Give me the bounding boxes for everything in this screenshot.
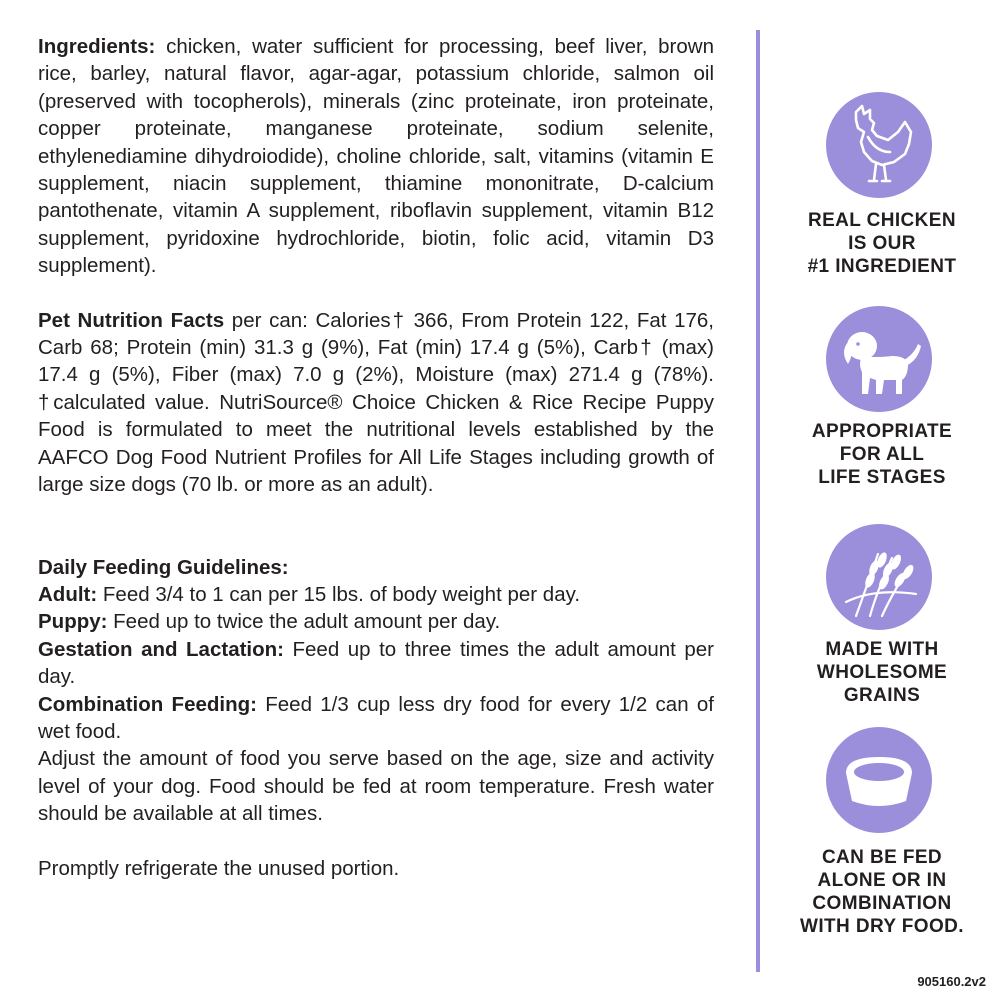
caption-line: IS OUR: [848, 233, 916, 254]
ingredients-text: chicken, water sufficient for processing, beef liver, brown rice, barley, natural flavor, agar-agar, potassium chloride, salmon oil (preserved with tocopherols), minerals (zinc proteinate, iron proteinate, copper proteinate, manganese proteinate, sodium selenite, ethylenediamine dihydroiodide), choline chloride, salt, vitamins (vitamin E supplement, niacin supplement, thiamine mononitrate, D-calcium pantothenate, vitamin A supplement, riboflavin supplement, vitamin B12 supplement, pyridoxine hydrochloride, biotin, folic acid, vitamin D3 supplement).: [38, 35, 714, 278]
nutrition-text: per can: Calories† 366, From Protein 122, Fat 176, Carb 68; Protein (min) 31.3 g (9%), Fat (min) 17.4 g (5%), Carb† (max) 17.4 g (5%), Fiber (max) 7.0 g (2%), Moisture (max) 271.4 g (78%). †calculated value. NutriSource® Choice Chicken & Rice Recipe Puppy Food is formulated to meet the nutritional levels established by the AAFCO Dog Food Nutrient Profiles for All Life Stages including growth of large size dogs (70 lb. or more as an adult).: [38, 308, 714, 497]
caption-line: #1 INGREDIENT: [807, 256, 957, 277]
nutrition-label: Pet Nutrition Facts: [38, 308, 225, 332]
puppy-badge: [826, 306, 932, 412]
column-divider: [756, 30, 760, 972]
caption-line: FOR ALL: [839, 444, 925, 465]
wheat-badge: [826, 524, 932, 630]
wheat-icon: [826, 524, 932, 630]
gestation-text: Feed up to three times the adult amount per day.: [38, 637, 714, 689]
puppy-text: Feed up to twice the adult amount per day.: [107, 610, 501, 634]
puppy-label: Puppy:: [38, 610, 108, 634]
feeding-gestation: [38, 636, 714, 691]
chicken-badge: [826, 92, 932, 198]
combination-label: Combination Feeding:: [38, 692, 257, 716]
caption-line: MADE WITH: [825, 639, 939, 660]
puppy-icon: [826, 306, 932, 412]
bowl-icon: [826, 727, 932, 833]
caption-line: ALONE OR IN: [817, 870, 947, 891]
refrigerate-note: Promptly refrigerate the unused portion.: [38, 856, 400, 880]
caption-line: COMBINATION: [812, 893, 952, 914]
caption-line: REAL CHICKEN: [807, 210, 956, 231]
combination-caption: [776, 846, 988, 938]
caption-line: WHOLESOME: [816, 662, 948, 683]
adult-text: Feed 3/4 to 1 can per 15 lbs. of body weight per day.: [97, 582, 581, 606]
caption-line: WITH DRY FOOD.: [800, 916, 964, 937]
combination-text: Feed 1/3 cup less dry food for every 1/2 can of wet food.: [38, 692, 714, 743]
chicken-caption: [776, 209, 988, 278]
feeding-combination: [38, 691, 714, 746]
feeding-puppy: [38, 608, 714, 635]
label-text-column: [38, 33, 714, 882]
nutrition-paragraph: [38, 307, 714, 499]
feeding-adjust: Adjust the amount of food you serve based on the age, size and activity level of your dog. Food should be fed at room temperature. Fresh water should be available at all times.: [38, 747, 714, 826]
chicken-icon: [826, 92, 932, 198]
caption-line: CAN BE FED: [821, 847, 943, 868]
caption-line: LIFE STAGES: [818, 467, 946, 488]
caption-line: GRAINS: [843, 685, 921, 706]
caption-line: APPROPRIATE: [811, 421, 953, 442]
grains-caption: [776, 638, 988, 707]
feeding-adult: [38, 581, 714, 608]
gestation-label: Gestation and Lactation:: [38, 637, 284, 661]
product-code: 905160.2v2: [917, 974, 986, 989]
bowl-badge: [826, 727, 932, 833]
ingredients-paragraph: [38, 33, 714, 280]
adult-label: Adult:: [38, 582, 98, 606]
feeding-heading: Daily Feeding Guidelines:: [38, 555, 289, 579]
ingredients-label: Ingredients:: [38, 35, 156, 58]
puppy-caption: [776, 420, 988, 489]
